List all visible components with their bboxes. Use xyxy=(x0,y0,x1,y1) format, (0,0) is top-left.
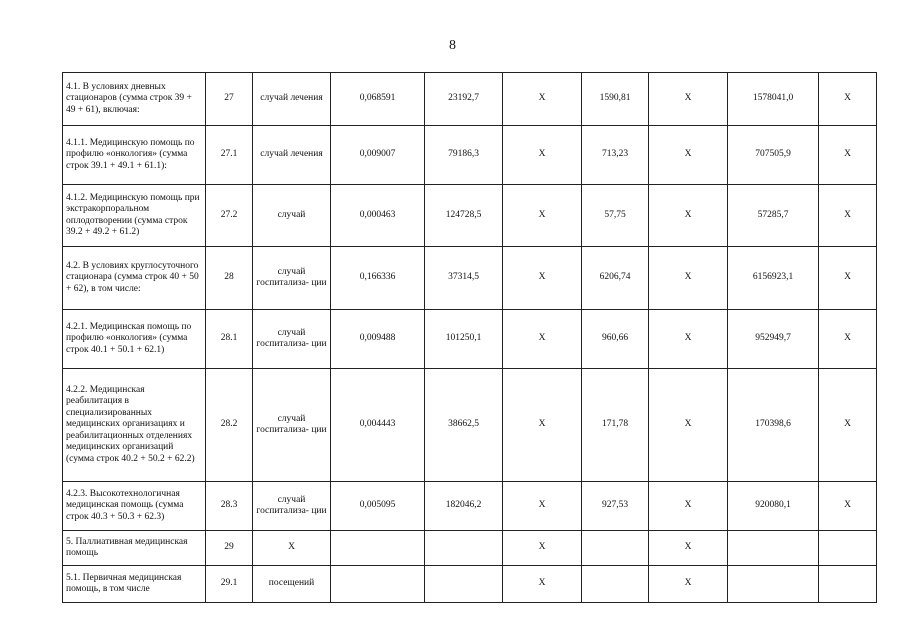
row-col3: X xyxy=(649,310,728,369)
row-col3: X xyxy=(649,482,728,531)
row-cost: 101250,1 xyxy=(425,310,503,369)
row-col3: X xyxy=(649,531,728,566)
row-col1: X xyxy=(503,566,582,603)
row-code: 27 xyxy=(206,73,253,126)
row-col1: X xyxy=(503,73,582,126)
row-name: 5. Паллиативная медицинская помощь xyxy=(63,531,206,566)
row-col3: X xyxy=(649,73,728,126)
row-col3: X xyxy=(649,369,728,482)
row-code: 28.2 xyxy=(206,369,253,482)
row-col1: X xyxy=(503,126,582,185)
table-row xyxy=(63,73,877,126)
row-cost xyxy=(425,531,503,566)
row-col1: X xyxy=(503,185,582,247)
row-col4: 920080,1 xyxy=(728,482,819,531)
row-col2: 6206,74 xyxy=(582,247,649,310)
table-row xyxy=(63,369,877,482)
row-unit: случай госпитализа- ции xyxy=(253,247,331,310)
table-row xyxy=(63,185,877,247)
row-col5 xyxy=(819,566,877,603)
row-cost: 79186,3 xyxy=(425,126,503,185)
row-name: 4.2.2. Медицинская реабилитация в специализированных медицинских организациях и реабилитационных отделениях медицинских организаций (сумма строк 40.2 + 50.2 + 62.2) xyxy=(63,369,206,482)
row-col4: 57285,7 xyxy=(728,185,819,247)
row-code: 27.1 xyxy=(206,126,253,185)
row-col5 xyxy=(819,531,877,566)
row-norm xyxy=(331,531,425,566)
row-col1: X xyxy=(503,247,582,310)
row-col2 xyxy=(582,566,649,603)
row-code: 28 xyxy=(206,247,253,310)
row-unit: случай госпитализа- ции xyxy=(253,482,331,531)
financing-table xyxy=(62,72,877,603)
row-unit: случай лечения xyxy=(253,126,331,185)
table-row xyxy=(63,482,877,531)
row-cost: 23192,7 xyxy=(425,73,503,126)
row-col3: X xyxy=(649,126,728,185)
row-cost: 37314,5 xyxy=(425,247,503,310)
row-norm: 0,009488 xyxy=(331,310,425,369)
row-name: 4.1.1. Медицинскую помощь по профилю «онкология» (сумма строк 39.1 + 49.1 + 61.1): xyxy=(63,126,206,185)
table-body xyxy=(63,73,877,603)
row-norm: 0,004443 xyxy=(331,369,425,482)
row-col4: 6156923,1 xyxy=(728,247,819,310)
row-col3: X xyxy=(649,566,728,603)
row-norm: 0,068591 xyxy=(331,73,425,126)
row-code: 29 xyxy=(206,531,253,566)
table-row xyxy=(63,566,877,603)
row-norm: 0,166336 xyxy=(331,247,425,310)
row-cost: 182046,2 xyxy=(425,482,503,531)
row-name: 4.1.2. Медицинскую помощь при экстракорпоральном оплодотворении (сумма строк 39.2 + 49.2 + 61.2) xyxy=(63,185,206,247)
row-unit: случай госпитализа- ции xyxy=(253,369,331,482)
row-col3: X xyxy=(649,185,728,247)
page-number: 8 xyxy=(449,38,456,53)
row-col1: X xyxy=(503,482,582,531)
row-norm: 0,005095 xyxy=(331,482,425,531)
row-name: 5.1. Первичная медицинская помощь, в том числе xyxy=(63,566,206,603)
table-row xyxy=(63,126,877,185)
row-col4: 1578041,0 xyxy=(728,73,819,126)
row-norm: 0,009007 xyxy=(331,126,425,185)
row-col4: 952949,7 xyxy=(728,310,819,369)
row-name: 4.2. В условиях круглосуточного стационара (сумма строк 40 + 50 + 62), в том числе: xyxy=(63,247,206,310)
row-col5: X xyxy=(819,369,877,482)
row-code: 27.2 xyxy=(206,185,253,247)
row-col2: 1590,81 xyxy=(582,73,649,126)
row-unit: случай лечения xyxy=(253,73,331,126)
row-unit: случай госпитализа- ции xyxy=(253,310,331,369)
row-col5: X xyxy=(819,185,877,247)
row-col5: X xyxy=(819,482,877,531)
row-unit: посещений xyxy=(253,566,331,603)
row-cost: 38662,5 xyxy=(425,369,503,482)
row-unit: X xyxy=(253,531,331,566)
row-col4: 170398,6 xyxy=(728,369,819,482)
row-cost: 124728,5 xyxy=(425,185,503,247)
row-code: 28.3 xyxy=(206,482,253,531)
row-norm: 0,000463 xyxy=(331,185,425,247)
row-col5: X xyxy=(819,247,877,310)
row-col5: X xyxy=(819,73,877,126)
row-code: 28.1 xyxy=(206,310,253,369)
row-col5: X xyxy=(819,310,877,369)
row-col1: X xyxy=(503,369,582,482)
row-col1: X xyxy=(503,531,582,566)
row-unit: случай xyxy=(253,185,331,247)
row-col2: 960,66 xyxy=(582,310,649,369)
row-col4 xyxy=(728,566,819,603)
row-col2: 713,23 xyxy=(582,126,649,185)
row-col4: 707505,9 xyxy=(728,126,819,185)
row-col5: X xyxy=(819,126,877,185)
row-norm xyxy=(331,566,425,603)
row-col2 xyxy=(582,531,649,566)
row-col4 xyxy=(728,531,819,566)
row-code: 29.1 xyxy=(206,566,253,603)
row-name: 4.2.1. Медицинская помощь по профилю «онкология» (сумма строк 40.1 + 50.1 + 62.1) xyxy=(63,310,206,369)
table-row xyxy=(63,531,877,566)
row-name: 4.2.3. Высокотехнологичная медицинская помощь (сумма строк 40.3 + 50.3 + 62.3) xyxy=(63,482,206,531)
row-name: 4.1. В условиях дневных стационаров (сумма строк 39 + 49 + 61), включая: xyxy=(63,73,206,126)
row-col1: X xyxy=(503,310,582,369)
row-col3: X xyxy=(649,247,728,310)
table-row xyxy=(63,310,877,369)
table-row xyxy=(63,247,877,310)
row-col2: 57,75 xyxy=(582,185,649,247)
row-col2: 171,78 xyxy=(582,369,649,482)
row-cost xyxy=(425,566,503,603)
row-col2: 927,53 xyxy=(582,482,649,531)
